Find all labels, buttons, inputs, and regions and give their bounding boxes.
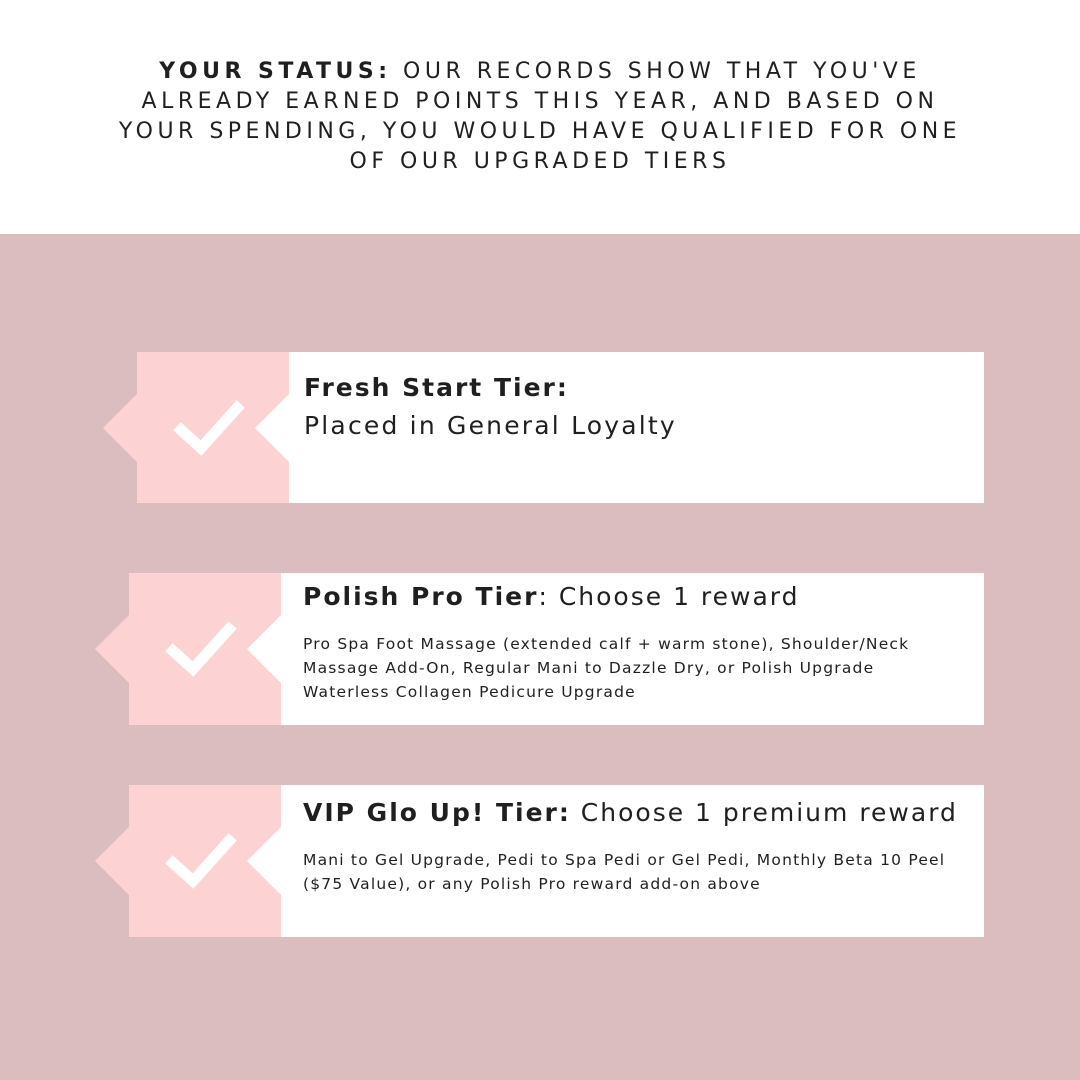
tier-content <box>304 369 964 445</box>
tier-content <box>303 578 964 704</box>
tier-badge <box>129 785 281 937</box>
badge-right-notch <box>255 394 289 462</box>
check-icon <box>165 831 237 891</box>
check-icon <box>173 398 245 458</box>
status-message <box>110 57 970 177</box>
tier-content <box>303 794 964 896</box>
tier-description: Mani to Gel Upgrade, Pedi to Spa Pedi or Gel Pedi, Monthly Beta 10 Peel ($75 Value), or any Polish Pro reward add-on above <box>303 851 946 893</box>
tier-name: VIP Glo Up! Tier: <box>303 798 571 827</box>
tier-title <box>303 794 964 832</box>
tier-card-polish-pro <box>129 573 984 725</box>
badge-left-notch <box>95 615 129 683</box>
status-text: OUR RECORDS SHOW THAT YOU'VE ALREADY EARNED POINTS THIS YEAR, AND BASED ON YOUR SPENDING, YOU WOULD HAVE QUALIFIED FOR ONE OF OUR UPGRADED TIERS <box>118 59 962 174</box>
tier-title: Fresh Start Tier: <box>304 373 569 402</box>
tier-subtitle: Placed in General Loyalty <box>304 411 677 440</box>
badge-right-notch <box>247 827 281 895</box>
tier-title <box>303 578 964 616</box>
tier-description: Pro Spa Foot Massage (extended calf + warm stone), Shoulder/Neck Massage Add-On, Regular Mani to Dazzle Dry, or Polish Upgrade Waterless Collagen Pedicure Upgrade <box>303 635 910 701</box>
tier-card-fresh-start <box>137 352 984 503</box>
tier-badge <box>137 352 289 503</box>
tier-badge <box>129 573 281 725</box>
check-icon <box>165 619 237 679</box>
badge-left-notch <box>95 827 129 895</box>
tiers-panel <box>0 234 1080 1080</box>
badge-right-notch <box>247 615 281 683</box>
tier-reward: : Choose 1 reward <box>538 582 800 611</box>
tier-card-vip-glo-up <box>129 785 984 937</box>
tier-name: Polish Pro Tier <box>303 582 539 611</box>
header-section <box>0 0 1080 234</box>
status-label: YOUR STATUS: <box>159 59 392 84</box>
badge-left-notch <box>103 394 137 462</box>
tier-reward: Choose 1 premium reward <box>570 798 958 827</box>
